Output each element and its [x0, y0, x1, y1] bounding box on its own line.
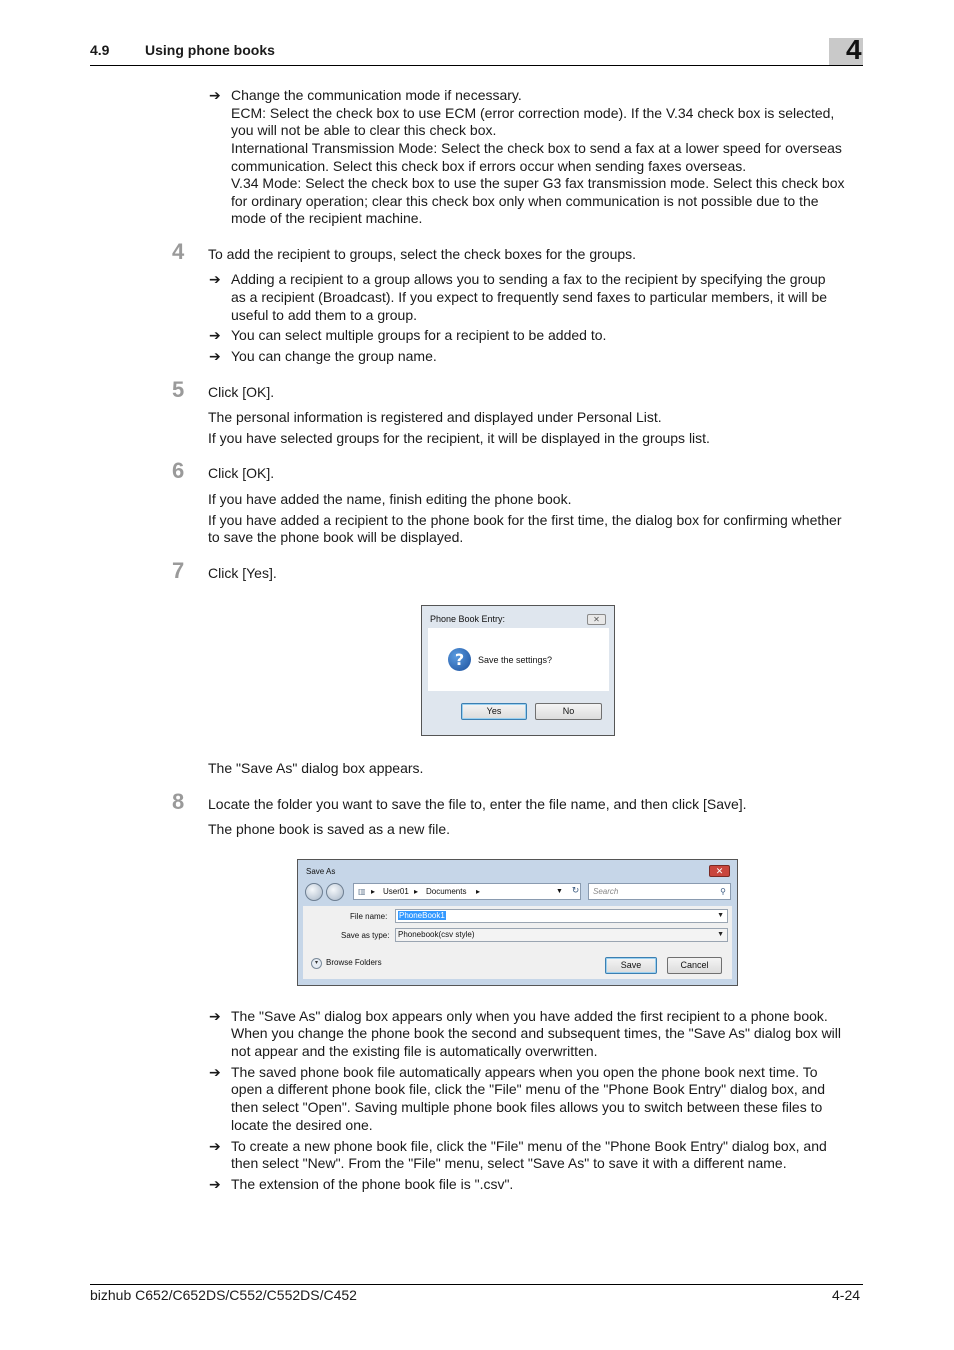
dialog-body — [428, 628, 609, 691]
step-text: Locate the folder you want to save the file to, enter the file name, and then click [Save]. — [208, 796, 747, 812]
save-button[interactable]: Save — [605, 957, 657, 974]
step-text: To add the recipient to groups, select the check boxes for the groups. — [208, 246, 637, 262]
page-number: 4-24 — [832, 1287, 861, 1303]
path-separator: ▸ — [371, 887, 376, 896]
save-type-label: Save as type: — [341, 931, 390, 940]
bullet-line: When you change the phone book the second and subsequent times, the "Save As" dialog box will — [231, 1025, 842, 1041]
phone-book-entry-dialog — [421, 605, 615, 736]
paragraph: The phone book is saved as a new file. — [208, 821, 451, 837]
cancel-button[interactable]: Cancel — [667, 957, 722, 974]
step-number: 6 — [172, 458, 185, 483]
step-number: 7 — [172, 558, 185, 583]
footer-model: bizhub C652/C652DS/C552/C552DS/C452 — [90, 1287, 357, 1303]
path-segment[interactable]: User01 — [383, 887, 409, 896]
paragraph: If you have selected groups for the recipient, it will be displayed in the groups list. — [208, 430, 710, 446]
step-text: Click [Yes]. — [208, 565, 277, 581]
bullet-line: then select "New". From the "File" menu, select "Save As" to save it with a different name. — [231, 1155, 787, 1171]
arrow-icon: ➔ — [209, 271, 221, 287]
question-icon: ? — [448, 648, 471, 671]
intro-line: you will not be able to clear this check box. — [231, 122, 497, 138]
bullet-line: not appear and the existing file is automatically overwritten. — [231, 1043, 598, 1059]
bullet-line: The "Save As" dialog box appears only when you have added the first recipient to a phone book. — [231, 1008, 828, 1024]
paragraph: The "Save As" dialog box appears. — [208, 760, 424, 776]
bullet-line: Adding a recipient to a group allows you to sending a fax to the recipient by specifying the group — [231, 271, 826, 287]
bullet-line: then select "Open". Saving multiple phone book files allows you to switch between these files to — [231, 1099, 823, 1115]
bullet-line: The extension of the phone book file is ".csv". — [231, 1176, 514, 1192]
arrow-icon: ➔ — [209, 1138, 221, 1154]
back-icon[interactable] — [305, 883, 323, 901]
refresh-icon[interactable]: ↻ — [571, 885, 580, 895]
intro-line: for ordinary operation; clear this check box only when communication is not possible due to the — [231, 193, 819, 209]
bullet-line: locate the desired one. — [231, 1117, 373, 1133]
close-icon[interactable]: ✕ — [587, 614, 606, 625]
bullet-line: open a different phone book file, click the "File" menu of the "Phone Book Entry" dialog box, and — [231, 1081, 825, 1097]
file-name-field[interactable] — [395, 909, 728, 923]
file-name-label: File name: — [350, 912, 388, 921]
dialog-title: Save As — [306, 867, 336, 876]
close-icon[interactable]: ✕ — [709, 865, 730, 877]
save-type-value: Phonebook(csv style) — [398, 930, 475, 939]
browse-folders-toggle[interactable]: Browse Folders — [326, 958, 382, 967]
folder-icon: ▥ — [358, 887, 366, 896]
header-rule — [90, 65, 863, 66]
chevron-down-icon[interactable]: ▼ — [556, 888, 563, 895]
address-bar[interactable] — [353, 883, 581, 900]
dialog-message: Save the settings? — [478, 655, 553, 665]
step-number: 4 — [172, 239, 185, 264]
arrow-icon: ➔ — [209, 1008, 221, 1024]
chapter-number: 4 — [846, 34, 862, 65]
bullet-line: as a recipient (Broadcast). If you expect to frequently send faxes to particular members, it will be — [231, 289, 828, 305]
step-text: Click [OK]. — [208, 384, 275, 400]
forward-icon[interactable] — [326, 883, 344, 901]
yes-button[interactable]: Yes — [461, 703, 527, 720]
paragraph: to save the phone book will be displayed. — [208, 529, 464, 545]
expand-icon[interactable]: ▾ — [311, 958, 322, 969]
step-number: 8 — [172, 789, 185, 814]
save-as-dialog — [297, 859, 738, 986]
chevron-down-icon[interactable]: ▼ — [717, 912, 724, 919]
intro-line: V.34 Mode: Select the check box to use the super G3 fax transmission mode. Select this check box — [231, 175, 845, 191]
intro-line: International Transmission Mode: Select the check box to send a fax at a lower speed for overseas — [231, 140, 842, 156]
search-input[interactable] — [588, 883, 731, 900]
bullet-line: You can change the group name. — [231, 348, 437, 364]
bullet-line: You can select multiple groups for a recipient to be added to. — [231, 327, 607, 343]
arrow-icon: ➔ — [209, 87, 221, 103]
bullet-line: useful to add them to a group. — [231, 307, 418, 323]
section-number: 4.9 — [90, 42, 110, 58]
path-segment[interactable]: Documents — [426, 887, 467, 896]
intro-line: ECM: Select the check box to use ECM (error correction mode). If the V.34 check box is selected, — [231, 105, 835, 121]
path-separator: ▸ — [476, 887, 481, 896]
no-button[interactable]: No — [535, 703, 602, 720]
file-name-value: PhoneBook1 — [399, 911, 445, 920]
arrow-icon: ➔ — [209, 1176, 221, 1192]
paragraph: If you have added the name, finish editing the phone book. — [208, 491, 572, 507]
section-title: Using phone books — [145, 42, 275, 58]
chevron-down-icon[interactable]: ▼ — [717, 931, 724, 938]
intro-line: Change the communication mode if necessary. — [231, 87, 522, 103]
step-number: 5 — [172, 377, 185, 402]
footer-rule — [90, 1284, 863, 1285]
step-text: Click [OK]. — [208, 465, 275, 481]
search-placeholder: Search — [593, 887, 619, 896]
intro-line: mode of the recipient machine. — [231, 210, 423, 226]
bullet-line: To create a new phone book file, click the "File" menu of the "Phone Book Entry" dialog box, and — [231, 1138, 827, 1154]
dialog-title: Phone Book Entry: — [430, 614, 506, 624]
arrow-icon: ➔ — [209, 1064, 221, 1080]
bullet-line: The saved phone book file automatically appears when you open the phone book next time. To — [231, 1064, 818, 1080]
save-type-select[interactable] — [395, 928, 728, 942]
search-icon: ⚲ — [720, 887, 726, 896]
arrow-icon: ➔ — [209, 348, 221, 364]
paragraph: If you have added a recipient to the phone book for the first time, the dialog box for confirming whether — [208, 512, 842, 528]
arrow-icon: ➔ — [209, 327, 221, 343]
dialog-body — [303, 906, 732, 979]
paragraph: The personal information is registered and displayed under Personal List. — [208, 409, 662, 425]
path-separator: ▸ — [414, 887, 419, 896]
intro-line: communication. Select this check box if errors occur when sending faxes overseas. — [231, 158, 747, 174]
